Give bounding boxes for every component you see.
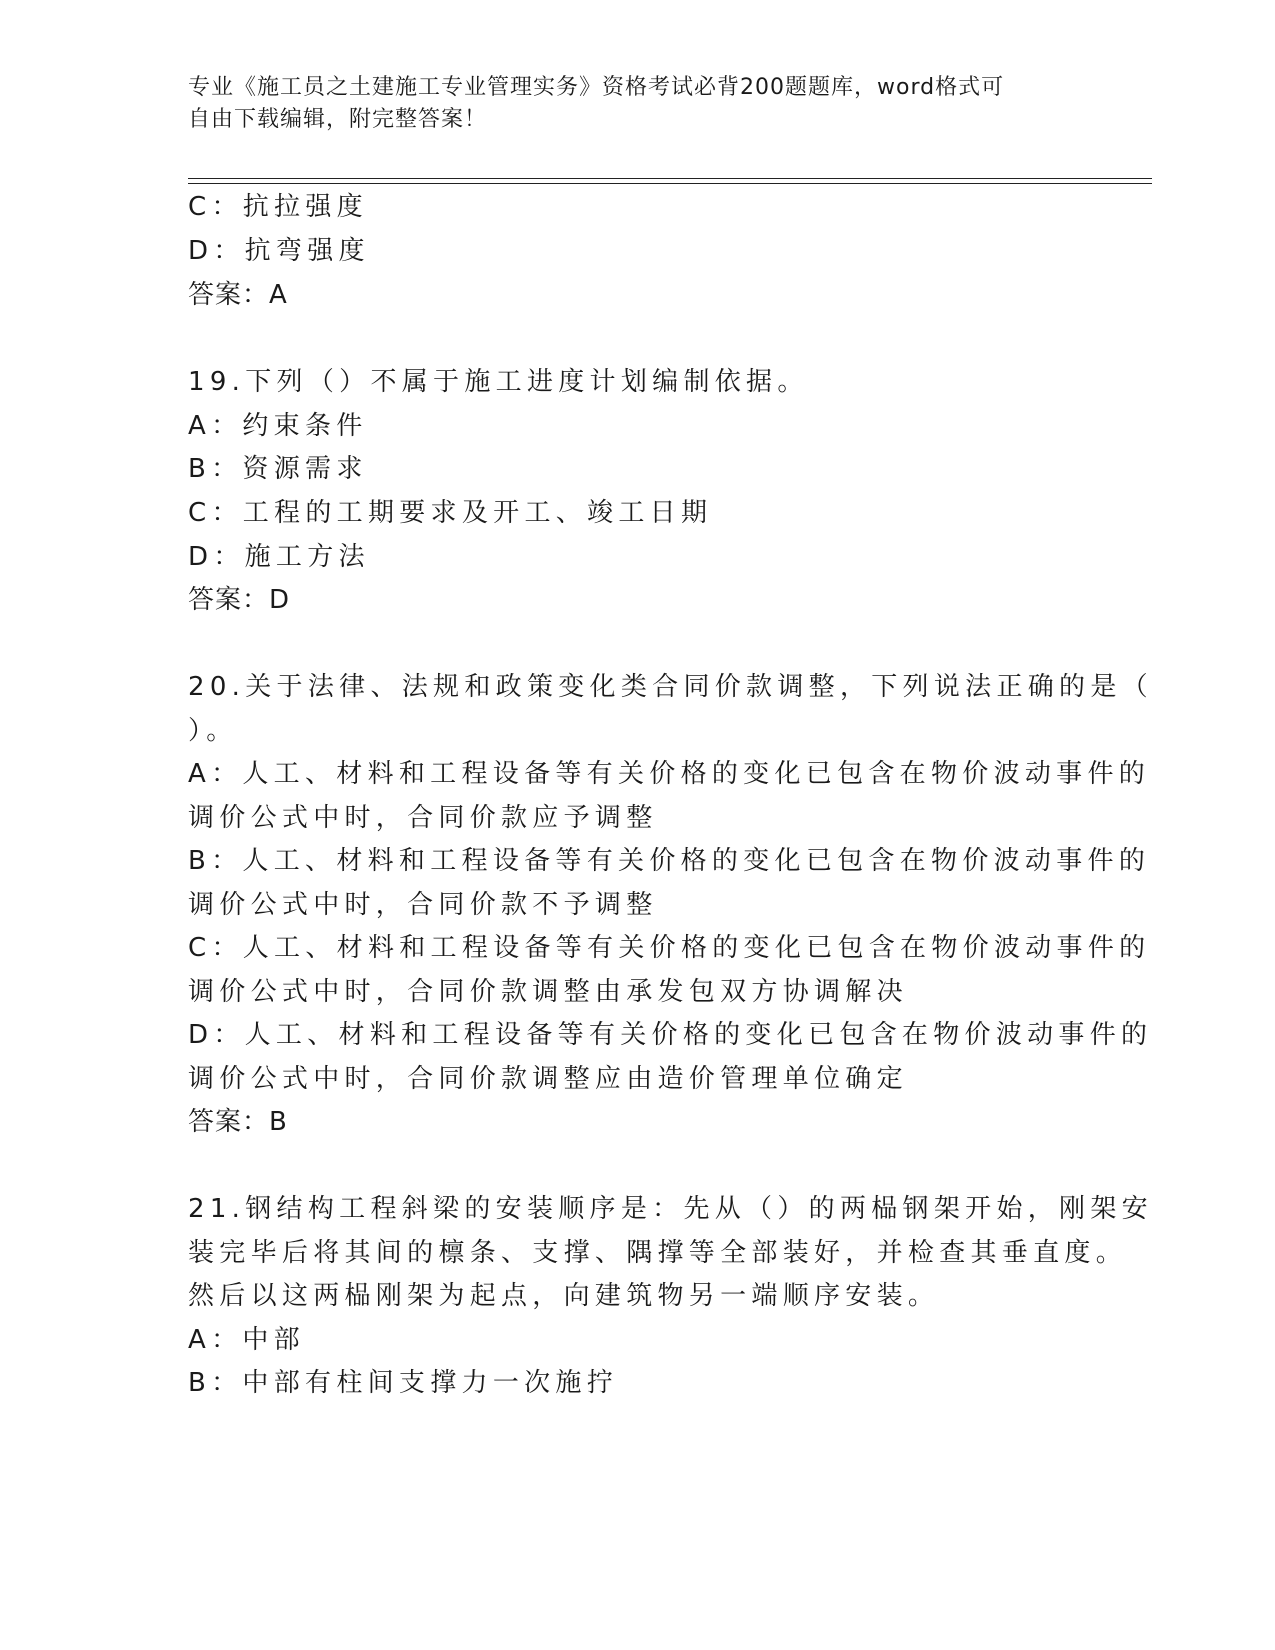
q20-stem-line-1: 20.关于法律、法规和政策变化类合同价款调整，下列说法正确的是（ (188, 672, 1153, 702)
q21-stem-line-3: 然后以这两榀刚架为起点，向建筑物另一端顺序安装。 (188, 1281, 940, 1311)
q19-stem: 19.下列（）不属于施工进度计划编制依据。 (188, 367, 809, 397)
q18-option-c: C：抗拉强度 (188, 192, 368, 222)
q19-option-a: A：约束条件 (188, 411, 368, 441)
header-divider-bottom (188, 183, 1152, 184)
q20-option-a-line-2: 调价公式中时，合同价款应予调整 (188, 803, 658, 833)
q20-stem-line-2: ）。 (188, 716, 238, 746)
q21-stem-line-1: 21.钢结构工程斜梁的安装顺序是：先从（）的两榀钢架开始，刚架安 (188, 1194, 1153, 1224)
q19-option-b: B：资源需求 (188, 454, 368, 484)
q19-option-d: D：施工方法 (188, 542, 370, 572)
q20-option-c-line-2: 调价公式中时，合同价款调整由承发包双方协调解决 (188, 977, 908, 1007)
q20-option-b-line-2: 调价公式中时，合同价款不予调整 (188, 890, 658, 920)
document-header (188, 72, 1068, 136)
q18-answer: 答案：A (188, 280, 288, 310)
q20-option-d-line-1: D：人工、材料和工程设备等有关价格的变化已包含在物价波动事件的 (188, 1020, 1153, 1050)
q20-option-c-line-1: C：人工、材料和工程设备等有关价格的变化已包含在物价波动事件的 (188, 933, 1151, 963)
q20-option-a-line-1: A：人工、材料和工程设备等有关价格的变化已包含在物价波动事件的 (188, 759, 1151, 789)
header-line-2: 自由下载编辑，附完整答案！ (188, 107, 488, 132)
header-divider-top (188, 178, 1152, 179)
q18-option-d: D：抗弯强度 (188, 236, 370, 266)
q21-option-b: B：中部有柱间支撑力一次施拧 (188, 1368, 619, 1398)
q19-option-c: C：工程的工期要求及开工、竣工日期 (188, 498, 713, 528)
q21-stem-line-2: 装完毕后将其间的檩条、支撑、隅撑等全部装好，并检查其垂直度。 (188, 1238, 1128, 1268)
q19-answer: 答案：D (188, 585, 291, 615)
q20-answer: 答案：B (188, 1107, 288, 1137)
q20-option-d-line-2: 调价公式中时，合同价款调整应由造价管理单位确定 (188, 1064, 908, 1094)
q20-option-b-line-1: B：人工、材料和工程设备等有关价格的变化已包含在物价波动事件的 (188, 846, 1151, 876)
header-line-1: 专业《施工员之土建施工专业管理实务》资格考试必背200题题库，word格式可 (188, 75, 1005, 100)
q21-option-a: A：中部 (188, 1325, 305, 1355)
